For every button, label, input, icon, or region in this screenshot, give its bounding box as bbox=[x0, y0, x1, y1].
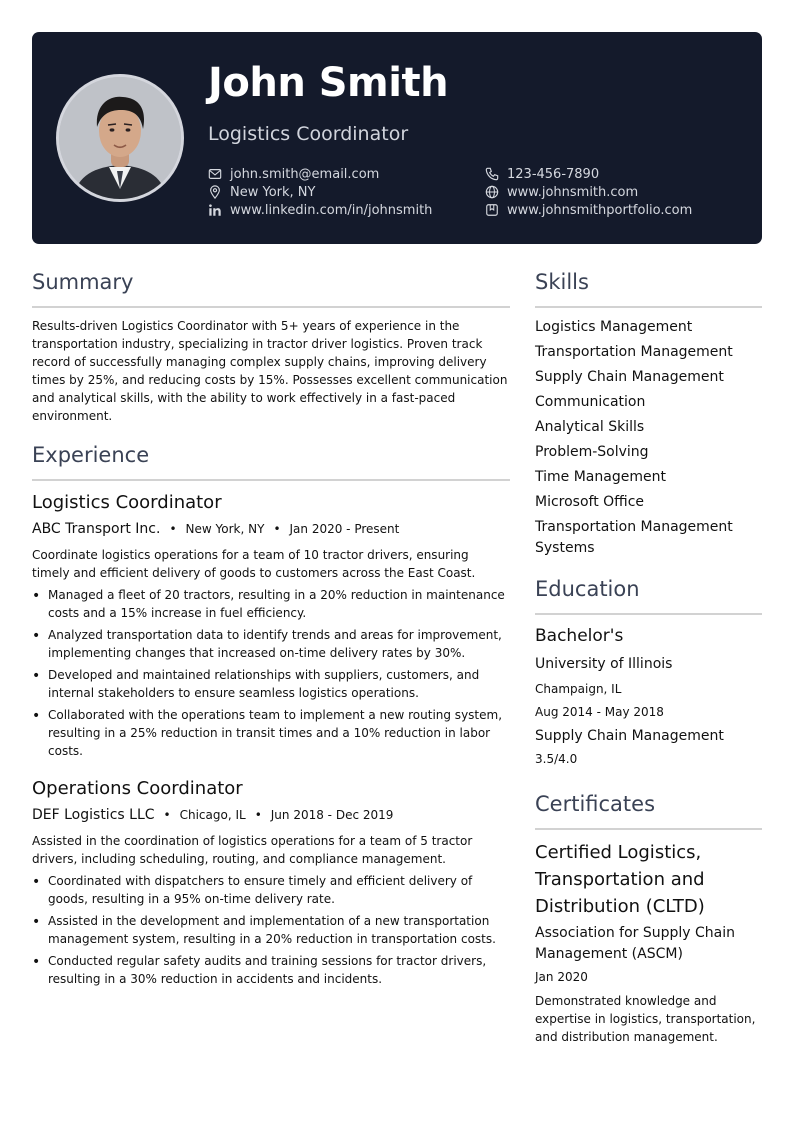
experience-heading: Experience bbox=[32, 443, 150, 467]
phone-text[interactable]: 123-456-7890 bbox=[507, 166, 600, 182]
education-school: University of Illinois bbox=[535, 656, 673, 672]
job-description: Assisted in the coordination of logistics operations for a team of 5 tractor drivers, including scheduling, routing, and compliance management. bbox=[32, 834, 473, 866]
phone-contact[interactable] bbox=[485, 165, 599, 183]
certificates-heading: Certificates bbox=[535, 792, 656, 816]
portfolio-contact[interactable] bbox=[485, 201, 692, 219]
summary-divider bbox=[32, 306, 510, 308]
email-text[interactable]: john.smith@email.com bbox=[230, 166, 380, 182]
education-degree: Bachelor's bbox=[535, 626, 624, 646]
mail-icon bbox=[208, 167, 222, 181]
achievement-item: • Assisted in the development and implementation of a new transportation management system, resulting in a 20% reduction in transportation costs. bbox=[32, 912, 510, 948]
skills-list bbox=[535, 317, 762, 563]
achievement-item: • Coordinated with dispatchers to ensure timely and efficient delivery of goods, resulting in a 95% on-time delivery rate. bbox=[32, 872, 510, 908]
job-company: ABC Transport Inc. bbox=[32, 521, 161, 537]
certificate-description: Demonstrated knowledge and expertise in logistics, transportation, and distribution management. bbox=[535, 994, 756, 1044]
linkedin-icon bbox=[208, 203, 222, 217]
phone-icon bbox=[485, 167, 499, 181]
linkedin-contact[interactable] bbox=[208, 201, 432, 219]
achievement-item: • Analyzed transportation data to identify trends and areas for improvement, implementing changes that increased on-time delivery rates by 30%. bbox=[32, 626, 510, 662]
portfolio-icon bbox=[485, 203, 499, 217]
skill-item: Time Management bbox=[535, 469, 666, 485]
skill-item: Microsoft Office bbox=[535, 494, 645, 510]
email-contact[interactable] bbox=[208, 165, 379, 183]
certificate-issuer: Association for Supply Chain Management (ASCM) bbox=[535, 925, 736, 962]
certificates-divider bbox=[535, 828, 762, 830]
skill-item: Supply Chain Management bbox=[535, 369, 724, 385]
skills-divider bbox=[535, 306, 762, 308]
job-dates: Jun 2018 - Dec 2019 bbox=[270, 808, 394, 822]
summary-text: Results-driven Logistics Coordinator with 5+ years of experience in the transportation industry, specializing in tractor driver logistics. Proven track record of successfully managing complex supply chains, improving delivery times by 25%, and reducing costs by 15%. Possesses excellent communication and analytical skills, with the ability to work effectively in a fast-paced environment. bbox=[32, 319, 508, 423]
skills-heading: Skills bbox=[535, 270, 589, 294]
job-meta bbox=[32, 521, 399, 537]
achievement-item: • Developed and maintained relationships with suppliers, customers, and internal stakeholders to ensure seamless logistics operations. bbox=[32, 666, 510, 702]
profile-photo bbox=[56, 74, 184, 202]
achievement-item: • Collaborated with the operations team to implement a new routing system, resulting in a 25% reduction in transit times and a 10% reduction in labor costs. bbox=[32, 706, 510, 760]
skill-item: Problem-Solving bbox=[535, 444, 649, 460]
job-achievements bbox=[32, 586, 510, 764]
resume-header bbox=[32, 32, 762, 244]
achievement-item: • Managed a fleet of 20 tractors, resulting in a 20% reduction in maintenance costs and a 15% increase in fuel efficiency. bbox=[32, 586, 510, 622]
job-location: New York, NY bbox=[185, 522, 265, 536]
experience-divider bbox=[32, 479, 510, 481]
achievement-item: • Conducted regular safety audits and training sessions for tractor drivers, resulting in a 30% reduction in accidents and incidents. bbox=[32, 952, 510, 988]
globe-icon bbox=[485, 185, 499, 199]
skill-item: Logistics Management bbox=[535, 319, 693, 335]
skill-item: Analytical Skills bbox=[535, 419, 645, 435]
skill-item: Transportation Management bbox=[535, 344, 733, 360]
education-field: Supply Chain Management bbox=[535, 728, 724, 744]
candidate-title: Logistics Coordinator bbox=[208, 123, 409, 145]
education-gpa: 3.5/4.0 bbox=[535, 752, 578, 766]
job-title: Operations Coordinator bbox=[32, 778, 243, 799]
location-text: New York, NY bbox=[230, 184, 316, 200]
education-heading: Education bbox=[535, 577, 640, 601]
separator-dot: • bbox=[273, 522, 281, 536]
job-dates: Jan 2020 - Present bbox=[289, 522, 400, 536]
job-achievements bbox=[32, 872, 510, 992]
location-icon bbox=[208, 185, 222, 199]
skill-item: Transportation Management Systems bbox=[535, 519, 733, 556]
job-description: Coordinate logistics operations for a team of 10 tractor drivers, ensuring timely and efficient delivery of goods to customers across the East Coast. bbox=[32, 548, 476, 580]
location-contact bbox=[208, 183, 315, 201]
website-contact[interactable] bbox=[485, 183, 638, 201]
separator-dot: • bbox=[254, 808, 262, 822]
portfolio-text[interactable]: www.johnsmithportfolio.com bbox=[507, 202, 693, 218]
job-meta bbox=[32, 807, 393, 823]
separator-dot: • bbox=[169, 522, 177, 536]
portrait-image bbox=[59, 77, 181, 199]
summary-heading: Summary bbox=[32, 270, 134, 294]
education-divider bbox=[535, 613, 762, 615]
skill-item: Communication bbox=[535, 394, 646, 410]
job-title: Logistics Coordinator bbox=[32, 492, 222, 513]
job-company: DEF Logistics LLC bbox=[32, 807, 155, 823]
separator-dot: • bbox=[163, 808, 171, 822]
education-location: Champaign, IL bbox=[535, 682, 622, 696]
certificate-name: Certified Logistics, Transportation and Distribution (CLTD) bbox=[535, 842, 705, 917]
website-text[interactable]: www.johnsmith.com bbox=[507, 184, 639, 200]
linkedin-text[interactable]: www.linkedin.com/in/johnsmith bbox=[230, 202, 433, 218]
certificate-date: Jan 2020 bbox=[535, 970, 588, 984]
education-dates: Aug 2014 - May 2018 bbox=[535, 705, 664, 719]
job-location: Chicago, IL bbox=[179, 808, 246, 822]
candidate-name: John Smith bbox=[208, 60, 449, 106]
